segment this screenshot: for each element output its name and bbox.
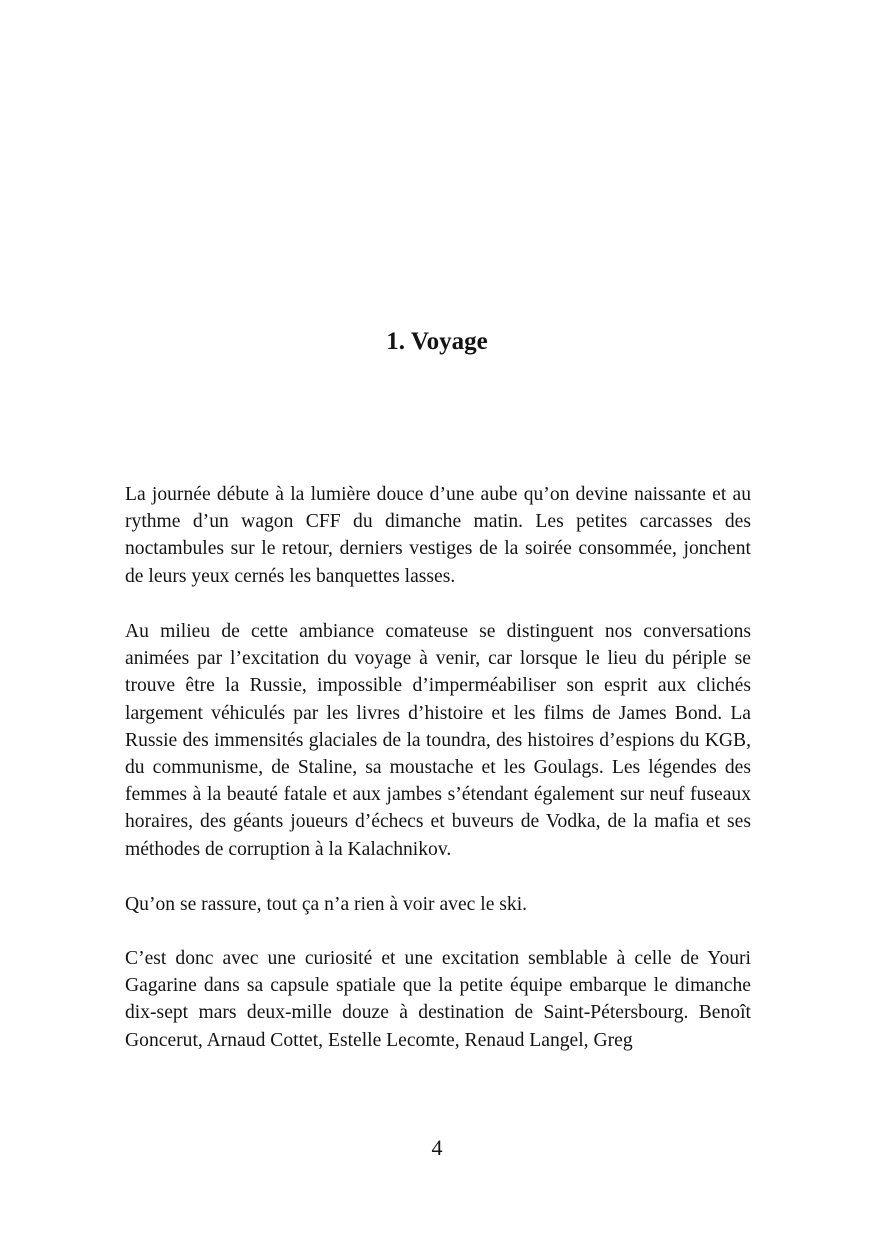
page-number: 4 [431, 1135, 443, 1160]
paragraph-3: Qu’on se rassure, tout ça n’a rien à voir avec le ski. [125, 894, 528, 915]
paragraph-1: La journée débute à la lumière douce d’une aube qu’on devine naissante et au rythme d’un wagon CFF du dimanche matin. Les petites carcasses des noctambules sur le retour, derniers vestiges de la soirée consommée, jonchent de leurs yeux cernés les banquettes lasses. [125, 484, 751, 587]
paragraph-4: C’est donc avec une curiosité et une excitation semblable à celle de Youri Gagarine dans sa capsule spatiale que la petite équipe embarque le dimanche dix-sept mars deux-mille douze à destination de Saint-Pétersbourg. Benoît Goncerut, Arnaud Cottet, Estelle Lecomte, Renaud Langel, Greg [125, 948, 751, 1051]
chapter-title: 1. Voyage [386, 328, 488, 355]
paragraph-2: Au milieu de cette ambiance comateuse se distinguent nos conversations animées par l’excitation du voyage à venir, car lorsque le lieu du périple se trouve être la Russie, impossible d’imperméabiliser son esprit aux clichés largement véhiculés par les livres d’histoire et les films de James Bond. La Russie des immensités glaciales de la toundra, des histoires d’espions du KGB, du communisme, de Staline, sa moustache et les Goulags. Les légendes des femmes à la beauté fatale et aux jambes s’étendant également sur neuf fuseaux horaires, des géants joueurs d’échecs et buveurs de Vodka, de la mafia et ses méthodes de corruption à la Kalachnikov. [125, 621, 751, 860]
